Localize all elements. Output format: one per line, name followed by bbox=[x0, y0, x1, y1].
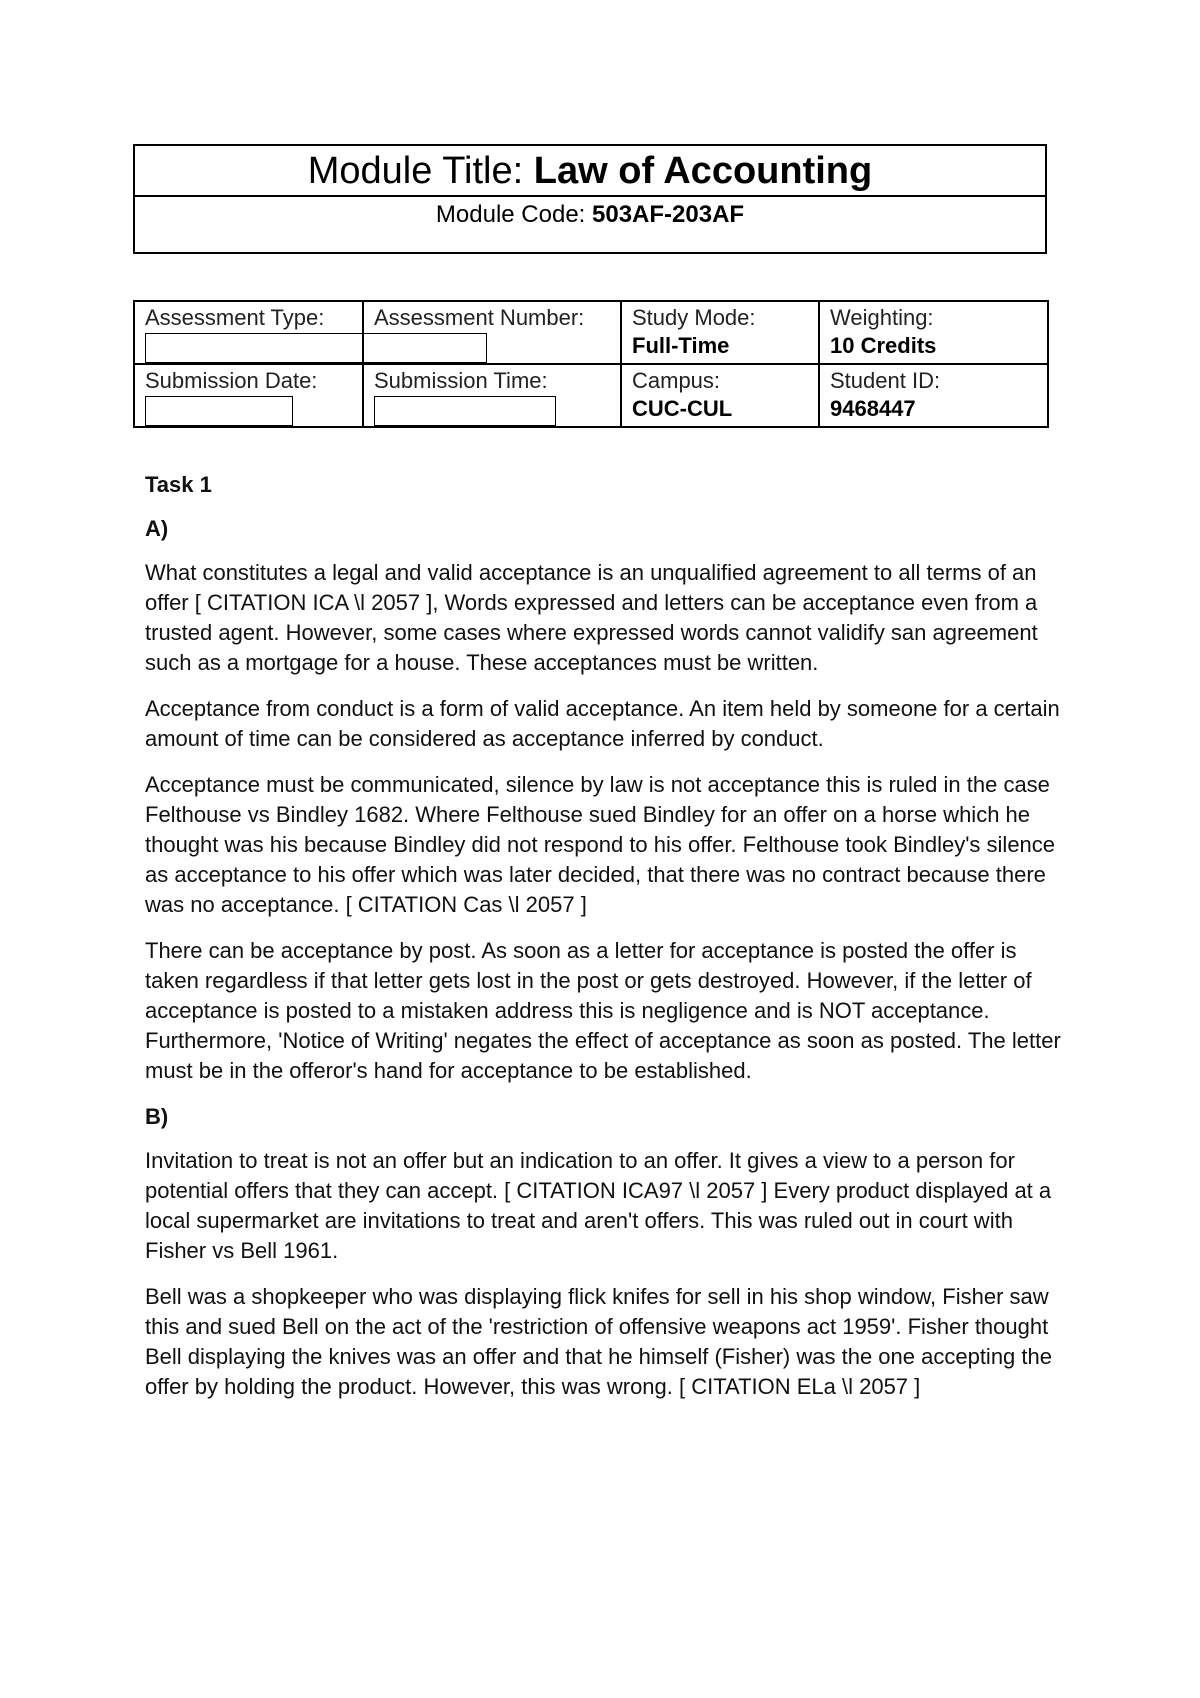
paragraph: Acceptance from conduct is a form of valid acceptance. An item held by someone for a certain amount of time can be considered as acceptance inferred by conduct. bbox=[145, 696, 1060, 751]
submission-date-label: Submission Date: bbox=[145, 368, 318, 393]
module-header-box bbox=[133, 144, 1047, 254]
paragraph: What constitutes a legal and valid acceptance is an unqualified agreement to all terms of an offer [ CITATION ICA \l 2057 ], Words expressed and letters can be acceptance even from a trusted agent. However, some cases where expressed words cannot validify san agreement such as a mortgage for a house. These acceptances must be written. bbox=[145, 560, 1038, 675]
part-a-heading: A) bbox=[145, 516, 169, 541]
paragraph: Bell was a shopkeeper who was displaying flick knifes for sell in his shop window, Fisher saw this and sued Bell on the act of the 'restriction of offensive weapons act 1959'. Fisher thought Bell displaying the knives was an offer and that he himself (Fisher) was the one accepting the offer by holding the product. However, this was wrong. [ CITATION ELa \l 2057 ] bbox=[145, 1284, 1052, 1399]
paragraph: Acceptance must be communicated, silence by law is not acceptance this is ruled in the case Felthouse vs Bindley 1682. Where Felthouse sued Bindley for an offer on a horse which he thought was his because Bindley did not respond to his offer. Felthouse took Bindley's silence as acceptance to his offer which was later decided, that there was no contract because there was no acceptance. [ CITATION Cas \l 2057 ] bbox=[145, 772, 1056, 917]
study-mode-cell bbox=[621, 301, 819, 364]
submission-time-label: Submission Time: bbox=[374, 368, 548, 393]
assessment-number-label: Assessment Number: bbox=[374, 305, 585, 330]
student-id-value: 9468447 bbox=[830, 396, 916, 421]
campus-label: Campus: bbox=[632, 368, 721, 393]
student-id-label: Student ID: bbox=[830, 368, 941, 393]
module-title bbox=[135, 146, 1045, 197]
submission-time-field[interactable] bbox=[374, 396, 556, 426]
weighting-value: 10 Credits bbox=[830, 333, 937, 358]
part-b-heading: B) bbox=[145, 1104, 169, 1129]
module-code bbox=[135, 197, 1045, 229]
weighting-label: Weighting: bbox=[830, 305, 934, 330]
module-title-value: Law of Accounting bbox=[533, 149, 873, 192]
assessment-type-label: Assessment Type: bbox=[145, 305, 325, 330]
assessment-info-table bbox=[133, 300, 1049, 428]
task-heading: Task 1 bbox=[145, 472, 212, 497]
submission-date-cell bbox=[134, 364, 363, 427]
paragraph: Invitation to treat is not an offer but an indication to an offer. It gives a view to a person for potential offers that they can accept. [ CITATION ICA97 \l 2057 ] Every product displayed at a local supermarket are invitations to treat and aren't offers. This was ruled out in court with Fisher vs Bell 1961. bbox=[145, 1148, 1052, 1263]
campus-value: CUC-CUL bbox=[632, 396, 733, 421]
module-code-value: 503AF-203AF bbox=[592, 201, 745, 228]
module-title-label: Module Title: bbox=[307, 149, 524, 192]
paragraph: There can be acceptance by post. As soon as a letter for acceptance is posted the offer is taken regardless if that letter gets lost in the post or gets destroyed. However, if the letter of acceptance is posted to a mistaken address this is negligence and is NOT acceptance. Furthermore, 'Notice of Writing' negates the effect of acceptance as soon as posted. The letter must be in the offeror's hand for acceptance to be established. bbox=[145, 938, 1061, 1083]
assessment-type-field[interactable] bbox=[145, 333, 487, 363]
campus-cell bbox=[621, 364, 819, 427]
weighting-cell bbox=[819, 301, 1048, 364]
student-id-cell bbox=[819, 364, 1048, 427]
submission-date-field[interactable] bbox=[145, 396, 293, 426]
submission-time-cell bbox=[363, 364, 621, 427]
study-mode-label: Study Mode: bbox=[632, 305, 756, 330]
assessment-type-cell bbox=[134, 301, 363, 364]
module-code-label: Module Code: bbox=[435, 201, 586, 228]
study-mode-value: Full-Time bbox=[632, 333, 730, 358]
task-content bbox=[145, 470, 1070, 1418]
